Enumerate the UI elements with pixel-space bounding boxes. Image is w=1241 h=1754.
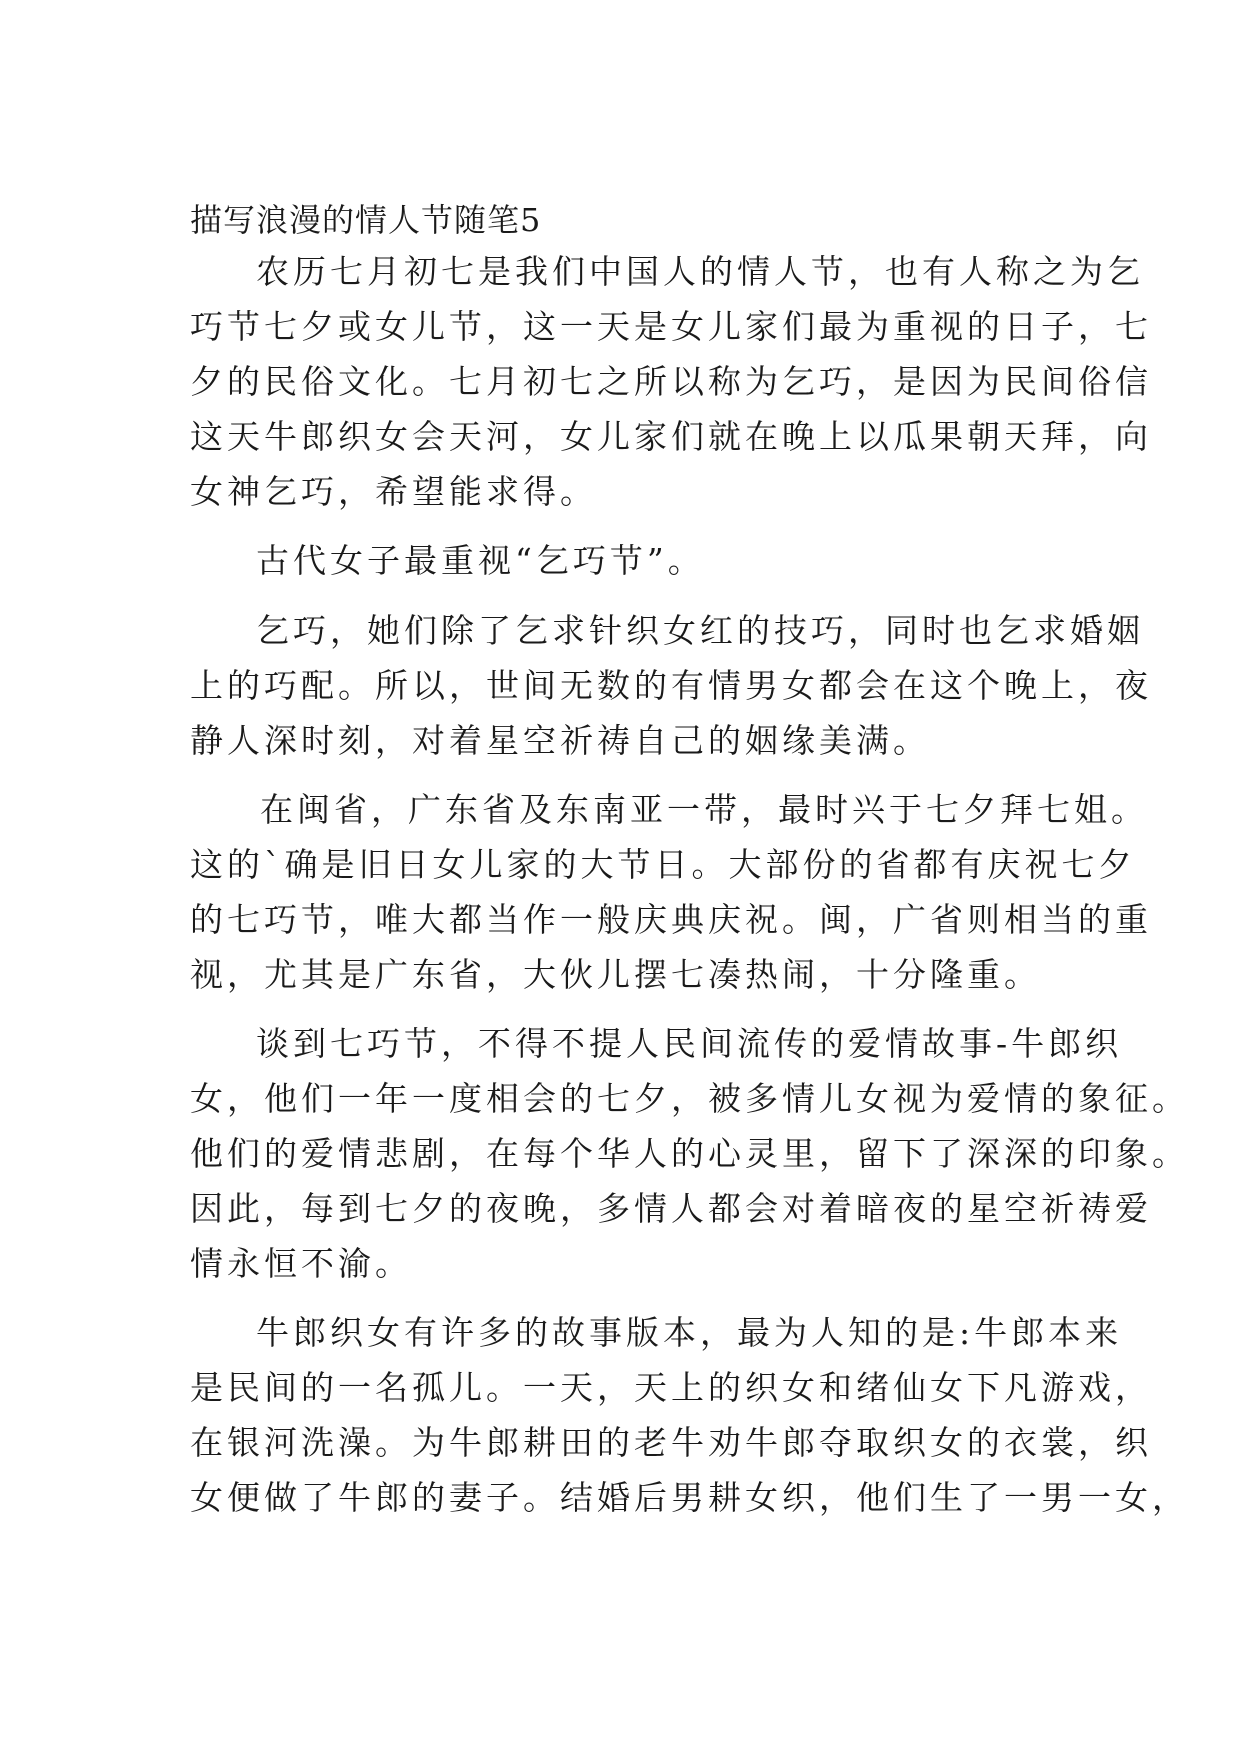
text-line: 女神乞巧，希望能求得。 [190,472,597,511]
text-line: 在银河洗澡。为牛郎耕田的老牛劝牛郎夺取织女的衣裳，织 [190,1423,1152,1462]
text-line: 是民间的一名孤儿。一天，天上的织女和绪仙女下凡游戏， [190,1368,1152,1407]
text-line: 在闽省，广东省及东南亚一带，最时兴于七夕拜七姐。 [260,790,1148,829]
text-line: 巧节七夕或女儿节，这一天是女儿家们最为重视的日子，七 [190,307,1152,346]
text-line: 上的巧配。所以，世间无数的有情男女都会在这个晚上，夜 [190,666,1152,705]
text-line: 女便做了牛郎的妻子。结婚后男耕女织，他们生了一男一女， [190,1478,1189,1517]
document-title: 描写浪漫的情人节随笔5 [190,201,542,239]
text-line: 静人深时刻，对着星空祈祷自己的姻缘美满。 [190,721,930,760]
text-line: 他们的爱情悲剧，在每个华人的心灵里，留下了深深的印象。 [190,1134,1189,1173]
text-line: 女，他们一年一度相会的七夕，被多情儿女视为爱情的象征。 [190,1079,1189,1118]
text-line: 谈到七巧节，不得不提人民间流传的爱情故事-牛郎织 [256,1024,1123,1063]
text-line: 因此，每到七夕的夜晚，多情人都会对着暗夜的星空祈祷爱 [190,1189,1152,1228]
text-line: 古代女子最重视“乞巧节”。 [256,541,705,580]
text-line: 乞巧，她们除了乞求针织女红的技巧，同时也乞求婚姻 [256,611,1144,650]
text-line: 农历七月初七是我们中国人的情人节，也有人称之为乞 [256,252,1144,291]
text-line: 这天牛郎织女会天河，女儿家们就在晚上以瓜果朝天拜，向 [190,417,1152,456]
text-line: 这的`确是旧日女儿家的大节日。大部份的省都有庆祝七夕 [190,845,1136,884]
text-line: 情永恒不渝。 [190,1244,412,1283]
text-line: 夕的民俗文化。七月初七之所以称为乞巧，是因为民间俗信 [190,362,1152,401]
text-line: 牛郎织女有许多的故事版本，最为人知的是:牛郎本来 [256,1313,1123,1352]
text-line: 的七巧节，唯大都当作一般庆典庆祝。闽，广省则相当的重 [190,900,1152,939]
text-line: 视，尤其是广东省，大伙儿摆七凑热闹，十分隆重。 [190,955,1041,994]
